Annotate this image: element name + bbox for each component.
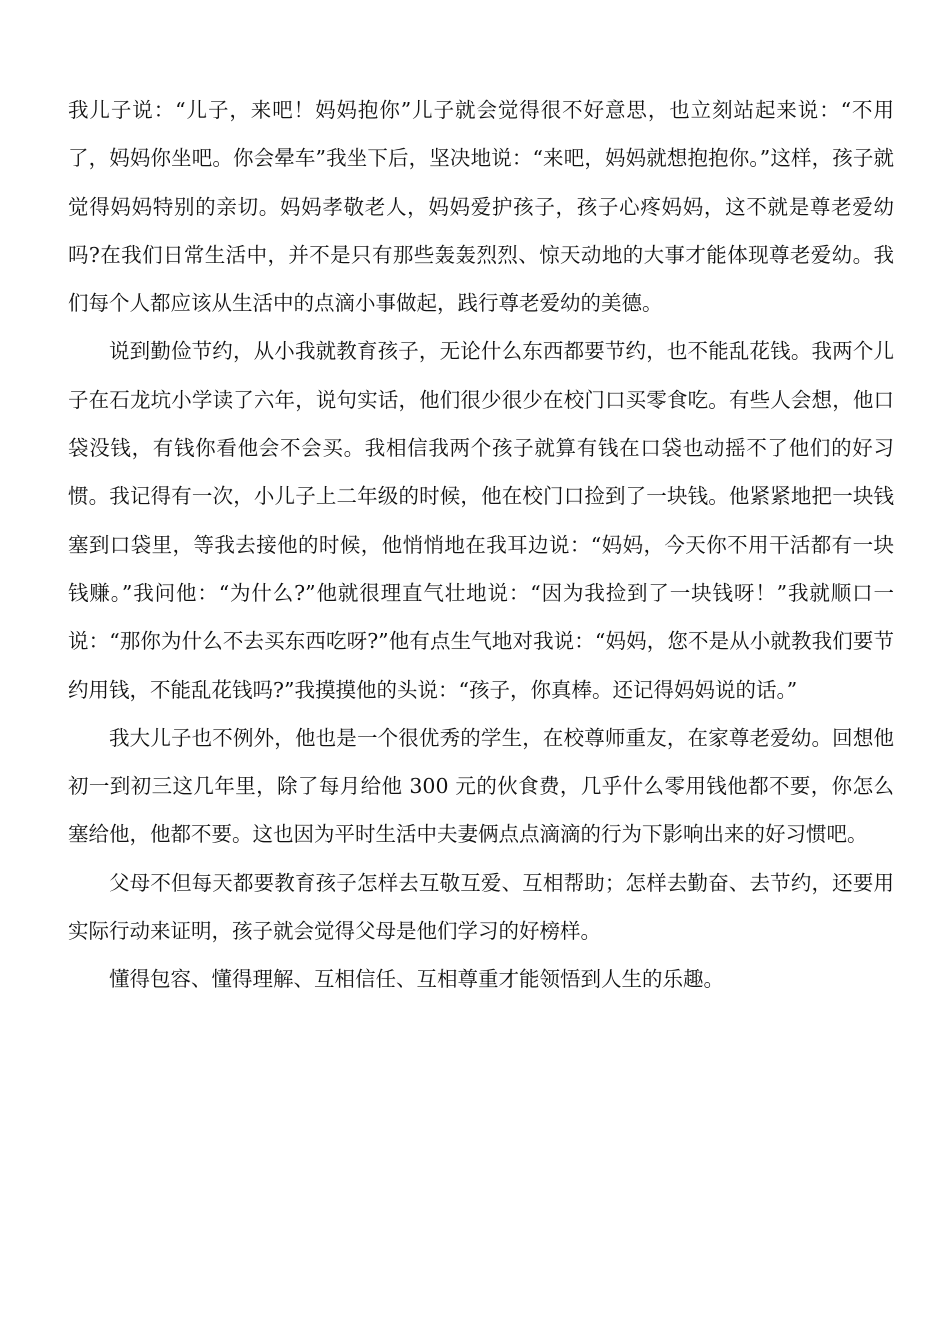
paragraph-elder-son: 我大儿子也不例外，他也是一个很优秀的学生，在校尊师重友，在家尊老爱幼。回想他初一到初三这几年里，除了每月给他 300 元的伙食费，几乎什么零用钱他都不要，你怎么塞给他，他都不要。这也因为平时生活中夫妻俩点点滴滴的行为下影响出来的好习惯吧。	[68, 725, 894, 847]
paragraph-respect-elders: 我儿子说：“儿子，来吧！妈妈抱你”儿子就会觉得很不好意思，也立刻站起来说：“不用了，妈妈你坐吧。你会晕车”我坐下后，坚决地说：“来吧，妈妈就想抱抱你。”这样，孩子就觉得妈妈特别的亲切。妈妈孝敬老人，妈妈爱护孩子，孩子心疼妈妈，这不就是尊老爱幼吗?在我们日常生活中，并不是只有那些轰轰烈烈、惊天动地的大事才能体现尊老爱幼。我们每个人都应该从生活中的点滴小事做起，践行尊老爱幼的美德。	[68, 98, 894, 316]
document-body	[68, 86, 894, 1004]
paragraph-conclusion: 懂得包容、懂得理解、互相信任、互相尊重才能领悟到人生的乐趣。	[109, 967, 724, 992]
paragraph-thrift: 说到勤俭节约，从小我就教育孩子，无论什么东西都要节约，也不能乱花钱。我两个儿子在石龙坑小学读了六年，说句实话，他们很少很少在校门口买零食吃。有些人会想，他口袋没钱，有钱你看他会不会买。我相信我两个孩子就算有钱在口袋也动摇不了他们的好习惯。我记得有一次，小儿子上二年级的时候，他在校门口捡到了一块钱。他紧紧地把一块钱塞到口袋里，等我去接他的时候，他悄悄地在我耳边说：“妈妈，今天你不用干活都有一块钱赚。”我问他：“为什么?”他就很理直气壮地说：“因为我捡到了一块钱呀！”我就顺口一说：“那你为什么不去买东西吃呀?”他有点生气地对我说：“妈妈，您不是从小就教我们要节约用钱，不能乱花钱吗?”我摸摸他的头说：“孩子，你真棒。还记得妈妈说的话。”	[68, 339, 894, 702]
paragraph-parents-example: 父母不但每天都要教育孩子怎样去互敬互爱、互相帮助；怎样去勤奋、去节约，还要用实际行动来证明，孩子就会觉得父母是他们学习的好榜样。	[68, 870, 894, 944]
